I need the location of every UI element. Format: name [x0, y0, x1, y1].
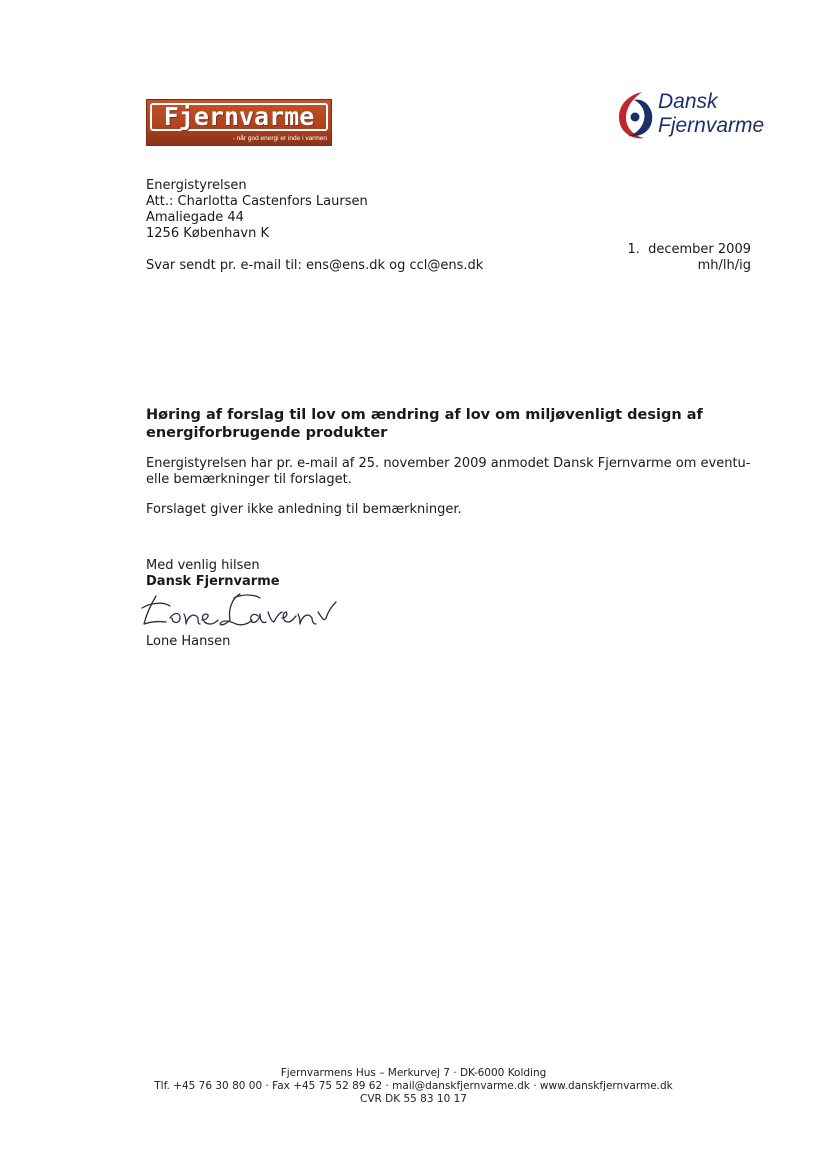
logo-tagline: - når god energi er inde i varmen — [232, 135, 327, 142]
body-paragraph-1 — [146, 456, 751, 488]
logo-line-dansk: Dansk — [658, 90, 718, 113]
footer-contact: Tlf. +45 76 30 80 00 · Fax +45 75 52 89 62 · mail@danskfjernvarme.dk · www.danskfjernvarme.dk — [154, 1080, 673, 1092]
body-paragraph-1-line-1: Energistyrelsen har pr. e-mail af 25. november 2009 anmodet Dansk Fjernvarme om eventu- — [146, 456, 751, 471]
subject-line-1: Høring af forslag til lov om ændring af lov om miljøvenligt design af — [146, 407, 703, 423]
sent-note: Svar sendt pr. e-mail til: ens@ens.dk og ccl@ens.dk — [146, 258, 484, 273]
recipient-city: 1256 København K — [146, 226, 269, 241]
swirl-icon — [614, 88, 658, 144]
recipient-attention: Att.: Charlotta Castenfors Laursen — [146, 194, 368, 209]
footer-cvr: CVR DK 55 83 10 17 — [360, 1093, 467, 1105]
footer — [0, 1067, 827, 1106]
subject-line-2: energiforbrugende produkter — [146, 425, 388, 441]
subject-heading — [146, 406, 706, 442]
body-paragraph-1-line-2: elle bemærkninger til forslaget. — [146, 472, 352, 487]
signer-name: Lone Hansen — [146, 634, 231, 649]
logo-wordmark: Fjernvarme — [163, 102, 315, 131]
letter-date: 1. december 2009 — [627, 242, 751, 257]
dansk-fjernvarme-logo — [614, 88, 764, 144]
body-paragraph-2: Forslaget giver ikke anledning til bemærkninger. — [146, 502, 462, 517]
recipient-address — [146, 178, 368, 242]
recipient-name: Energistyrelsen — [146, 178, 247, 193]
logo-line-fjernvarme: Fjernvarme — [658, 114, 765, 137]
footer-address: Fjernvarmens Hus – Merkurvej 7 · DK-6000 Kolding — [280, 1067, 547, 1079]
recipient-street: Amaliegade 44 — [146, 210, 244, 225]
fjernvarme-logo — [146, 99, 332, 146]
handwritten-signature — [136, 588, 346, 636]
closing-organization: Dansk Fjernvarme — [146, 574, 280, 589]
reference-initials: mh/lh/ig — [697, 258, 751, 273]
closing-greeting: Med venlig hilsen — [146, 558, 260, 573]
